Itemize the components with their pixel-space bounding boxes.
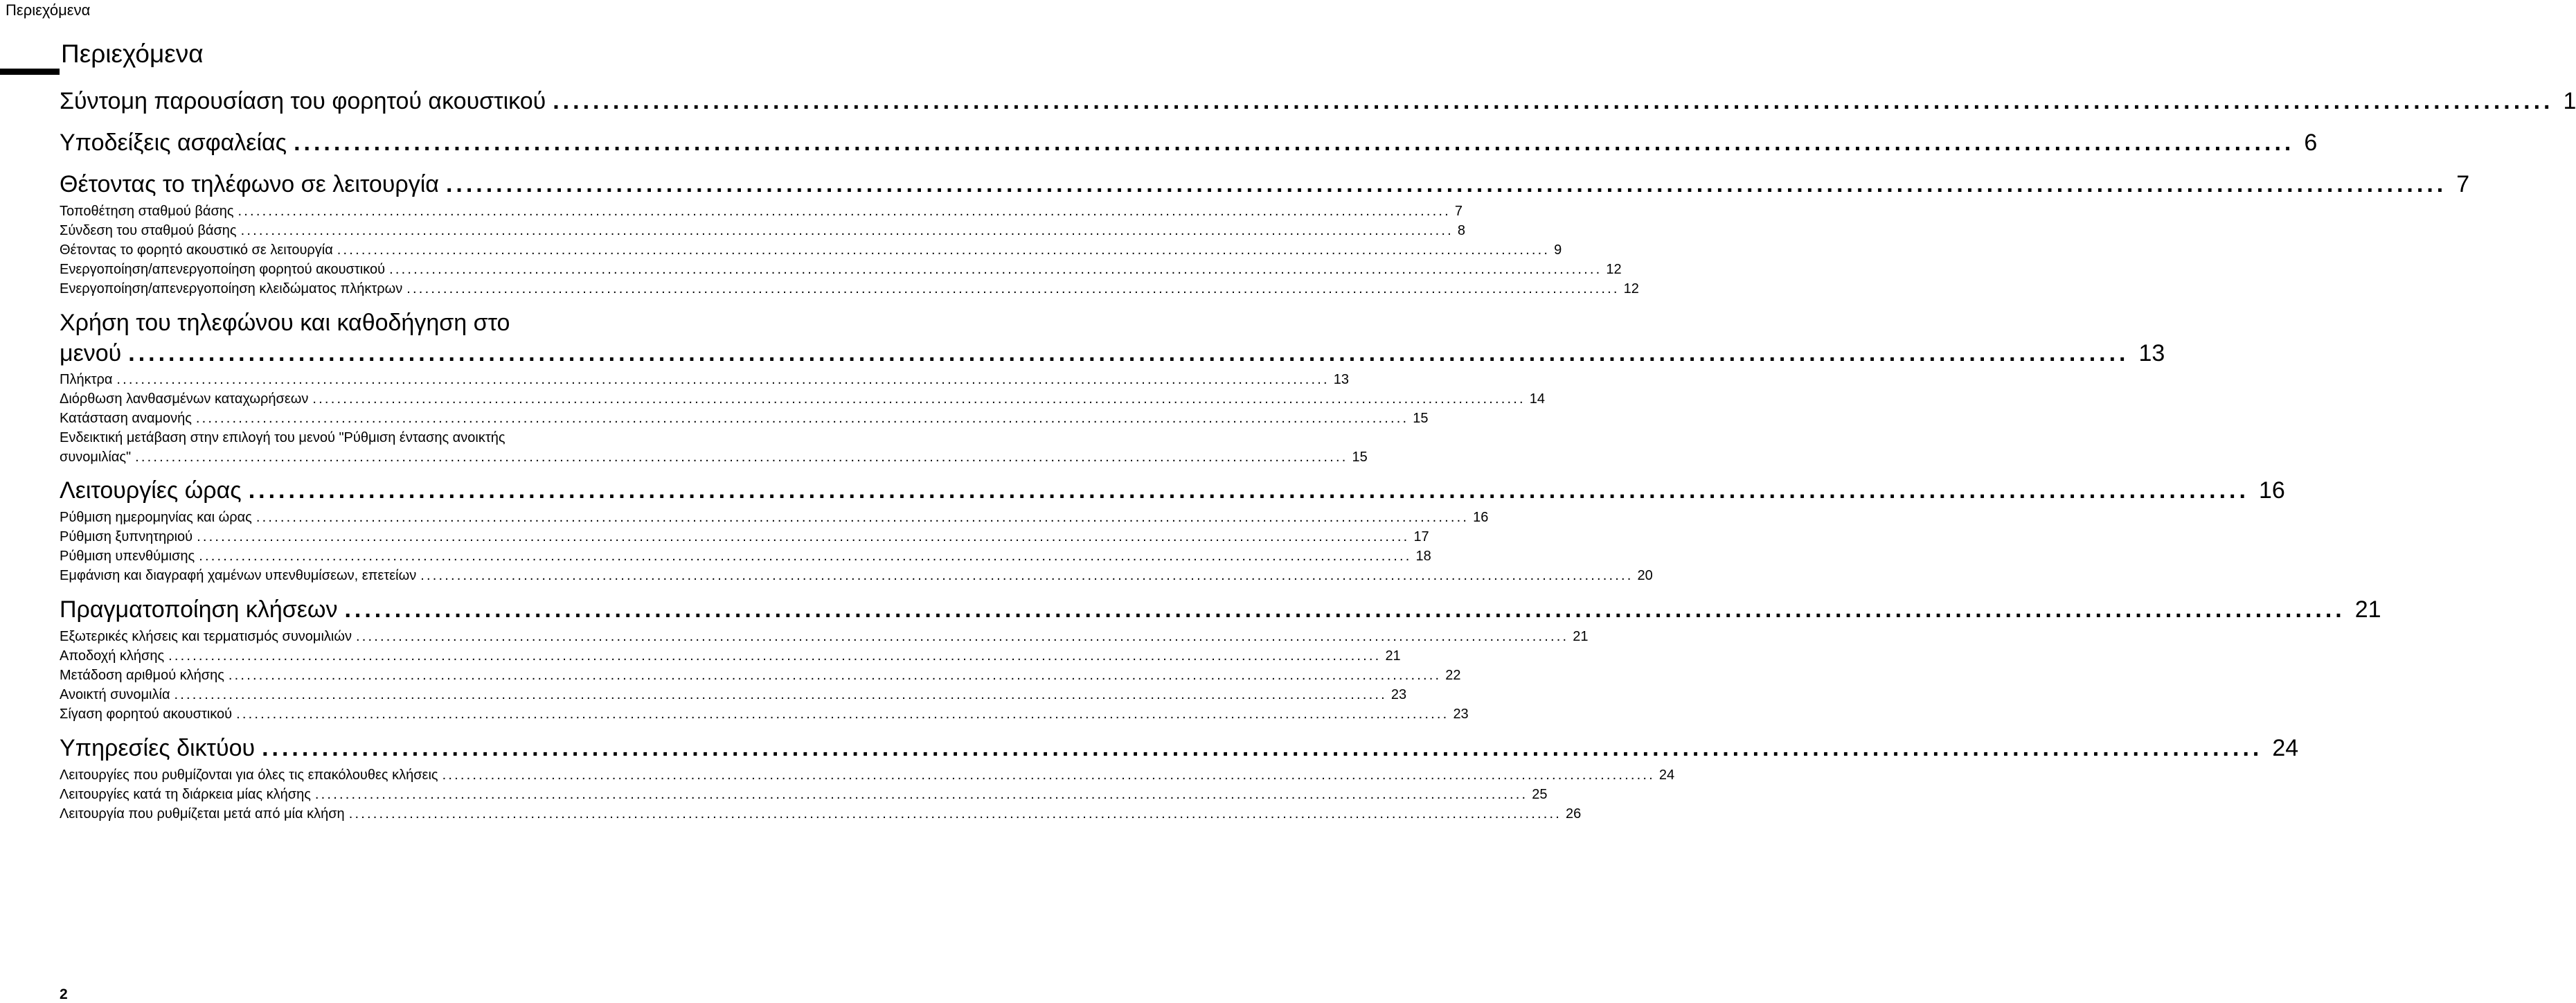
- toc-heading[interactable]: Θέτοντας το τηλέφωνο σε λειτουργία ........................................................................................................................................................................................................ 7: [60, 170, 663, 198]
- dot-leader: ........................................................................................................................................................................................................: [315, 785, 1528, 804]
- toc-page-number: 13: [1334, 371, 1349, 389]
- toc-page-number: 12: [1624, 280, 1639, 298]
- toc-page-number: 15: [1413, 409, 1428, 427]
- dot-leader: ........................................................................................................................................................................................................: [294, 129, 2294, 157]
- toc-page-number: 24: [1659, 766, 1674, 784]
- toc-item[interactable]: Λειτουργίες που ρυθμίζονται για όλες τις επακόλουθες κλήσεις ........................................................................................................................................................................................................ 24: [60, 766, 663, 784]
- toc-heading[interactable]: μενού ........................................................................................................................................................................................................ 13: [60, 339, 663, 367]
- dot-leader: ........................................................................................................................................................................................................: [420, 567, 1633, 585]
- toc-item[interactable]: Λειτουργίες κατά τη διάρκεια μίας κλήσης ........................................................................................................................................................................................................ 25: [60, 785, 663, 804]
- toc-item[interactable]: Κατάσταση αναμονής ........................................................................................................................................................................................................ 15: [60, 409, 663, 427]
- toc-item[interactable]: Εξωτερικές κλήσεις και τερματισμός συνομιλιών ........................................................................................................................................................................................................ 21: [60, 628, 663, 646]
- toc-item[interactable]: Διόρθωση λανθασμένων καταχωρήσεων ........................................................................................................................................................................................................ 14: [60, 390, 663, 408]
- dot-leader: ........................................................................................................................................................................................................: [442, 766, 1655, 784]
- toc-item[interactable]: Εμφάνιση και διαγραφή χαμένων υπενθυμίσεων, επετείων ........................................................................................................................................................................................................ 20: [60, 567, 663, 585]
- toc-page-number: 25: [1532, 785, 1547, 804]
- toc-page-number: 23: [1391, 686, 1406, 704]
- toc-page-number: 7: [1455, 202, 1463, 220]
- toc-item[interactable]: Ρύθμιση ξυπνητηριού ........................................................................................................................................................................................................ 17: [60, 528, 663, 546]
- dot-leader: ........................................................................................................................................................................................................: [446, 170, 2447, 198]
- toc-page-number: 7: [2456, 170, 2469, 198]
- dot-leader: ........................................................................................................................................................................................................: [199, 547, 1411, 565]
- toc-page-number: 18: [1416, 547, 1431, 565]
- toc-heading-line[interactable]: Χρήση του τηλεφώνου και καθοδήγηση στο: [60, 309, 663, 337]
- dot-leader: ........................................................................................................................................................................................................: [312, 390, 1525, 408]
- dot-leader: ........................................................................................................................................................................................................: [135, 448, 1348, 466]
- dot-leader: ........................................................................................................................................................................................................: [196, 409, 1408, 427]
- dot-leader: ........................................................................................................................................................................................................: [236, 705, 1449, 723]
- toc-item[interactable]: Ρύθμιση ημερομηνίας και ώρας ........................................................................................................................................................................................................ 16: [60, 508, 663, 526]
- toc-page-number: 1: [2564, 87, 2576, 115]
- toc-item[interactable]: Τοποθέτηση σταθμού βάσης ........................................................................................................................................................................................................ 7: [60, 202, 663, 220]
- toc-page-number: 26: [1566, 805, 1581, 823]
- dot-leader: ........................................................................................................................................................................................................: [168, 647, 1381, 665]
- dot-leader: ........................................................................................................................................................................................................: [116, 371, 1329, 389]
- toc-item[interactable]: Λειτουργία που ρυθμίζεται μετά από μία κλήση ........................................................................................................................................................................................................ 26: [60, 805, 663, 823]
- toc-page-number: 9: [1554, 241, 1562, 259]
- toc-page-number: 24: [2272, 734, 2298, 762]
- dot-leader: ........................................................................................................................................................................................................: [337, 241, 1550, 259]
- toc-item[interactable]: Αποδοχή κλήσης ........................................................................................................................................................................................................ 21: [60, 647, 663, 665]
- dot-leader: ........................................................................................................................................................................................................: [344, 596, 2345, 623]
- toc-page-number: 20: [1638, 567, 1653, 585]
- toc-page-number: 17: [1413, 528, 1429, 546]
- toc-item[interactable]: Ανοικτή συνομιλία ........................................................................................................................................................................................................ 23: [60, 686, 663, 704]
- toc-page-number: 14: [1530, 390, 1545, 408]
- toc-item[interactable]: Σίγαση φορητού ακουστικού ........................................................................................................................................................................................................ 23: [60, 705, 663, 723]
- toc-page-number: 16: [2259, 477, 2285, 504]
- toc-page-number: 16: [1473, 508, 1488, 526]
- toc-page-number: 23: [1453, 705, 1468, 723]
- dot-leader: ........................................................................................................................................................................................................: [229, 666, 1441, 684]
- toc-page-number: 6: [2304, 129, 2317, 157]
- toc-item[interactable]: Σύνδεση του σταθμού βάσης ........................................................................................................................................................................................................ 8: [60, 222, 663, 240]
- dot-leader: ........................................................................................................................................................................................................: [241, 222, 1454, 240]
- page-number: 2: [60, 986, 68, 1003]
- toc-item[interactable]: Μετάδοση αριθμού κλήσης ........................................................................................................................................................................................................ 22: [60, 666, 663, 684]
- toc-page-number: 13: [2139, 339, 2165, 367]
- toc-heading[interactable]: Σύντομη παρουσίαση του φορητού ακουστικού ........................................................................................................................................................................................................ 1: [60, 87, 663, 115]
- dot-leader: ........................................................................................................................................................................................................: [553, 87, 2553, 115]
- dot-leader: ........................................................................................................................................................................................................: [256, 508, 1469, 526]
- toc-item[interactable]: Ρύθμιση υπενθύμισης ........................................................................................................................................................................................................ 18: [60, 547, 663, 565]
- toc-item[interactable]: Ενεργοποίηση/απενεργοποίηση κλειδώματος πλήκτρων ........................................................................................................................................................................................................ 12: [60, 280, 663, 298]
- title-rule: [0, 69, 60, 75]
- toc-item[interactable]: Πλήκτρα ........................................................................................................................................................................................................ 13: [60, 371, 663, 389]
- toc-item-line[interactable]: Ενδεικτική μετάβαση στην επιλογή του μενού "Ρύθμιση έντασης ανοικτής: [60, 429, 663, 447]
- dot-leader: ........................................................................................................................................................................................................: [197, 528, 1409, 546]
- dot-leader: ........................................................................................................................................................................................................: [238, 202, 1451, 220]
- dot-leader: ........................................................................................................................................................................................................: [389, 260, 1602, 278]
- dot-leader: ........................................................................................................................................................................................................: [262, 734, 2262, 762]
- page-title: Περιεχόμενα: [61, 39, 204, 69]
- toc-heading[interactable]: Υπηρεσίες δικτύου ........................................................................................................................................................................................................ 24: [60, 734, 663, 762]
- toc-item[interactable]: Θέτοντας το φορητό ακουστικό σε λειτουργία ........................................................................................................................................................................................................ 9: [60, 241, 663, 259]
- dot-leader: ........................................................................................................................................................................................................: [175, 686, 1387, 704]
- toc-page-number: 8: [1458, 222, 1465, 240]
- toc-heading[interactable]: Πραγματοποίηση κλήσεων ........................................................................................................................................................................................................ 21: [60, 596, 663, 623]
- dot-leader: ........................................................................................................................................................................................................: [349, 805, 1562, 823]
- running-header: Περιεχόμενα: [6, 1, 90, 19]
- toc-page-number: 12: [1606, 260, 1621, 278]
- toc-page-number: 21: [1573, 628, 1588, 646]
- dot-leader: ........................................................................................................................................................................................................: [128, 339, 2129, 367]
- dot-leader: ........................................................................................................................................................................................................: [249, 477, 2249, 504]
- toc-page-number: 21: [2355, 596, 2381, 623]
- toc-heading[interactable]: Υποδείξεις ασφαλείας ........................................................................................................................................................................................................ 6: [60, 129, 663, 157]
- toc-page-number: 22: [1445, 666, 1460, 684]
- toc-page-number: 21: [1385, 647, 1400, 665]
- toc-item[interactable]: συνομιλίας" ........................................................................................................................................................................................................ 15: [60, 448, 663, 466]
- dot-leader: ........................................................................................................................................................................................................: [406, 280, 1619, 298]
- toc-page-number: 15: [1352, 448, 1367, 466]
- toc-heading[interactable]: Λειτουργίες ώρας ........................................................................................................................................................................................................ 16: [60, 477, 663, 504]
- toc-item[interactable]: Ενεργοποίηση/απενεργοποίηση φορητού ακουστικού ........................................................................................................................................................................................................ 12: [60, 260, 663, 278]
- dot-leader: ........................................................................................................................................................................................................: [356, 628, 1568, 646]
